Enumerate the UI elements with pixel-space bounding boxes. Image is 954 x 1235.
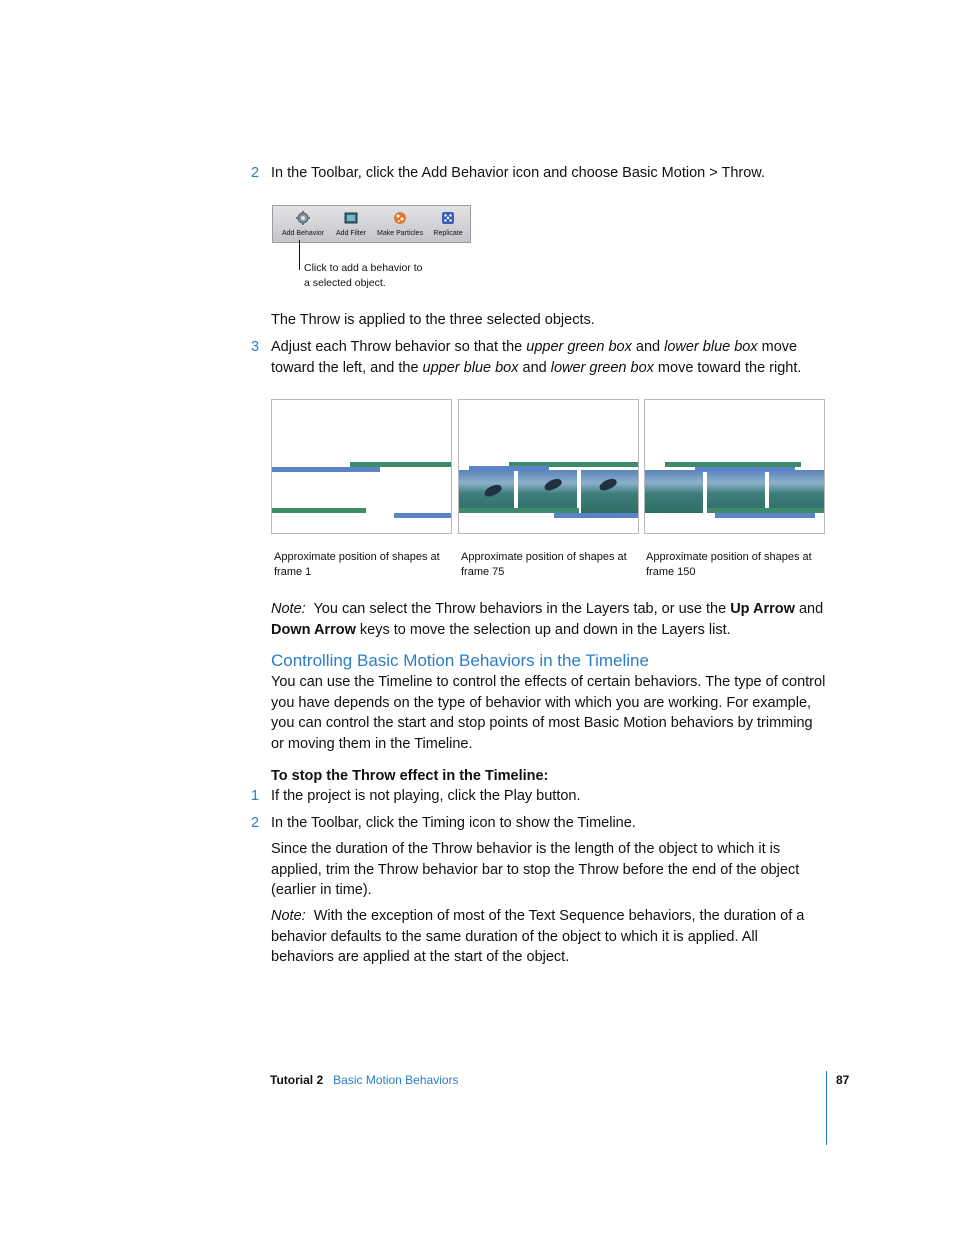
section-paragraph: You can use the Timeline to control the effects of certain behaviors. The type of control you have depends on the type of behavior with which you are working. For example, you can control the start and stop points of most Basic Motion behaviors by trimming or moving them in the Timeline. (271, 674, 826, 752)
frame-caption: Approximate position of shapes at frame 75 (461, 551, 627, 578)
step-number: 3 (251, 339, 260, 355)
toolbar-illustration (272, 205, 471, 243)
upper-blue-box (469, 466, 549, 471)
footer-chapter: Tutorial 2 Basic Motion Behaviors (270, 1073, 459, 1087)
filter-icon (343, 210, 359, 226)
ocean-strip (645, 470, 825, 513)
upper-blue-box (695, 467, 795, 472)
page-number: 87 (836, 1073, 850, 1087)
frame-75-image (458, 399, 639, 534)
step-number: 1 (251, 788, 260, 804)
step-number: 2 (251, 815, 260, 831)
frame-1-image (271, 399, 452, 534)
callout-line (299, 240, 300, 270)
replicate-item: Replicate (428, 210, 468, 238)
section-heading: Controlling Basic Motion Behaviors in the Timeline (271, 651, 649, 670)
toolbar-callout: Click to add a behavior to a selected object. (304, 262, 423, 289)
make-particles-item: Make Particles (373, 210, 427, 238)
step-text: If the project is not playing, click the Play button. (271, 788, 581, 804)
add-filter-item: Add Filter (331, 210, 371, 238)
note-paragraph: Note: You can select the Throw behaviors in the Layers tab, or use the Up Arrow and Down Arrow keys to move the selection up and down in the Layers list. (271, 601, 824, 638)
add-behavior-item: Add Behavior (278, 210, 328, 238)
lower-blue-box (394, 513, 452, 518)
step-text: In the Toolbar, click the Add Behavior icon and choose Basic Motion > Throw. (271, 165, 765, 181)
lower-green-box (272, 508, 366, 513)
frame-caption: Approximate position of shapes at frame 1 (274, 551, 440, 578)
particles-icon (392, 210, 408, 226)
step-number: 2 (251, 165, 260, 181)
footer-rule (826, 1071, 827, 1145)
task-title: To stop the Throw effect in the Timeline: (271, 768, 549, 784)
replicate-icon (440, 210, 456, 226)
lower-blue-box (715, 513, 815, 518)
lower-blue-box (554, 513, 639, 518)
frame-caption: Approximate position of shapes at frame 150 (646, 551, 812, 578)
gear-icon (295, 210, 311, 226)
step-text: Adjust each Throw behavior so that the upper green box and lower blue box move toward the left, and the upper blue box and lower green box move toward the right. (271, 339, 802, 376)
step-text: In the Toolbar, click the Timing icon to show the Timeline. (271, 815, 636, 831)
throw-applied-text: The Throw is applied to the three selected objects. (271, 312, 595, 328)
upper-blue-box (272, 467, 380, 472)
duration-paragraph: Since the duration of the Throw behavior is the length of the object to which it is applied, trim the Throw behavior bar to stop the Throw before the end of the object (earlier in time). (271, 841, 800, 898)
note-paragraph: Note: With the exception of most of the Text Sequence behaviors, the duration of a behavior defaults to the same duration of the object to which it is applied. All behaviors are applied at the start of the object. (271, 908, 805, 965)
frame-150-image (644, 399, 825, 534)
